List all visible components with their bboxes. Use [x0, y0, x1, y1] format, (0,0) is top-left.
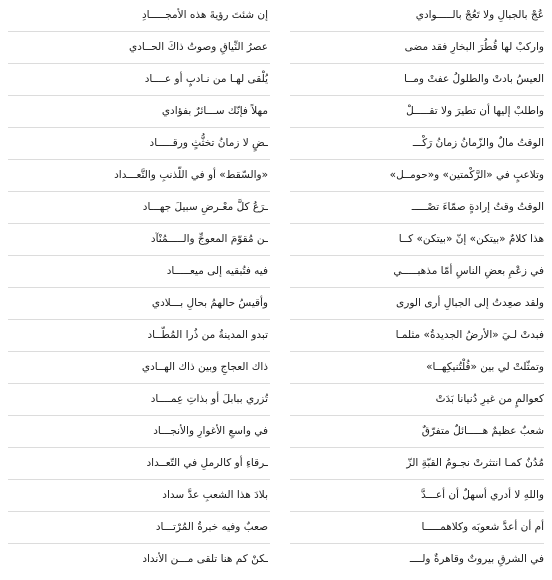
divider-line	[8, 319, 270, 320]
divider-line	[290, 511, 544, 512]
verse-left-hemistich: في واسعِ الأغوارِ والأنجـــاد	[153, 425, 268, 437]
verse-row	[0, 228, 552, 260]
divider-line	[290, 287, 544, 288]
divider-line	[8, 159, 270, 160]
divider-line	[290, 543, 544, 544]
divider-line	[8, 383, 270, 384]
divider-line	[290, 95, 544, 96]
verse-right-hemistich: أم أن أعدَّ شعوبَه وكلاهمـــــا	[421, 521, 544, 533]
divider-line	[8, 287, 270, 288]
divider-line	[8, 255, 270, 256]
verse-left-hemistich: صعبٌ وفيه خبرةُ المُرْتـــاد	[155, 521, 268, 533]
verse-right-hemistich: فبدتْ لـيَ «الأرضُ الجديدةُ» مثلمـا	[395, 329, 544, 341]
verse-right-hemistich: ولقد صعِدتُ إلى الجبالِ أرى الورى	[396, 297, 544, 309]
divider-line	[290, 447, 544, 448]
divider-line	[8, 511, 270, 512]
verse-row	[0, 548, 552, 580]
divider-line	[8, 191, 270, 192]
verse-left-hemistich: إن شئتَ رؤيةَ هذه الأمجـــــادِ	[141, 9, 268, 21]
verse-left-hemistich: ذاك العجاجِ وبين ذاك الهــادي	[141, 361, 268, 373]
divider-line	[290, 191, 544, 192]
divider-line	[290, 479, 544, 480]
divider-line	[290, 31, 544, 32]
verse-right-hemistich: واللهِ لا أدري أسهلٌ أن أعـــدَّ	[421, 489, 544, 501]
verse-right-hemistich: مُدُنٌ كمـا انتثرتْ نجـومُ القبّةِ الزّ	[406, 457, 544, 469]
verse-left-hemistich: عصرُ النِّياقِ وصوتُ ذاكَ الحــادي	[129, 41, 268, 53]
verse-row	[0, 164, 552, 196]
verse-right-hemistich: وتلاعبٍ في «الرَّكْمتين» و«حومــل»	[389, 169, 544, 181]
divider-line	[290, 63, 544, 64]
divider-line	[8, 31, 270, 32]
verse-right-hemistich: في زعْمِ بعضِ الناسِ أمّا مذهبـــــي	[393, 265, 544, 277]
divider-line	[8, 95, 270, 96]
verse-row	[0, 196, 552, 228]
divider-line	[8, 415, 270, 416]
verse-left-hemistich: تبدو المدينةُ من ذُرا المُطّــاد	[147, 329, 268, 341]
verse-left-hemistich: وأقيسُ حالهمُ بحالِ بـــلادي	[151, 297, 268, 309]
divider-line	[290, 255, 544, 256]
divider-line	[8, 543, 270, 544]
verse-left-hemistich: ـضٍ لا زمانُ تخثُّثٍ ورقـــــاد	[149, 137, 268, 149]
divider-line	[8, 479, 270, 480]
divider-line	[290, 383, 544, 384]
divider-line	[8, 447, 270, 448]
divider-line	[8, 351, 270, 352]
verse-left-hemistich: ـرقاءِ أو كالرملِ في التّعــداد	[146, 457, 268, 469]
verse-right-hemistich: الوقتُ وقتُ إرادةٍ صمّاءَ تصْـــــ	[411, 201, 544, 213]
verse-right-hemistich: هذا كلامٌ «بيتكن» إنّ «بيتكن» كــا	[398, 233, 544, 245]
divider-line	[290, 415, 544, 416]
verse-right-hemistich: العيسُ بادتْ والطلولُ عفتْ ومــا	[403, 73, 544, 85]
verse-left-hemistich: «والسّقط» أو في اللّذنبِ والتَّعـــداد	[114, 169, 268, 181]
verse-right-hemistich: كعوالمٍ من غيرِ دُنيانا بَدَتْ	[435, 393, 544, 405]
verse-left-hemistich: مهلاً فإنّك ســـائرٌ بفؤادي	[161, 105, 268, 117]
verse-row	[0, 452, 552, 484]
verse-row	[0, 420, 552, 452]
verse-row	[0, 292, 552, 324]
verse-row	[0, 388, 552, 420]
verse-left-hemistich: بلادَ هذا الشعبِ عدَّ سداد	[162, 489, 268, 501]
verse-left-hemistich: ـكنْ كم هنا تلقى مـــن الأنداد	[142, 553, 268, 565]
divider-line	[8, 223, 270, 224]
verse-right-hemistich: واركبْ لها قُطُرَ البخارِ فقد مضى	[404, 41, 544, 53]
divider-line	[290, 223, 544, 224]
verse-row	[0, 132, 552, 164]
divider-line	[290, 127, 544, 128]
verse-row	[0, 4, 552, 36]
divider-line	[290, 159, 544, 160]
verse-right-hemistich: الوقتُ مالٌ والزّمانُ زمانُ رَكْـــ	[412, 137, 544, 149]
verse-left-hemistich: يُلْقى لهـا من نـادبٍ أو عــــاد	[144, 73, 268, 85]
verse-row	[0, 484, 552, 516]
verse-row	[0, 36, 552, 68]
verse-row	[0, 324, 552, 356]
verse-left-hemistich: ـرَعُ كلَّ معْـرضِ سبيلَ جهـــاد	[142, 201, 268, 213]
verse-row	[0, 516, 552, 548]
verse-right-hemistich: واطلبْ إليها أن تطيرَ ولا تقـــــلْ	[406, 105, 544, 117]
verse-right-hemistich: في الشرقِ بيروتٌ وقاهرةٌ ولــــ	[409, 553, 544, 565]
verse-row	[0, 260, 552, 292]
verse-left-hemistich: فيه فتُبقيه إلى ميعـــــاد	[166, 265, 268, 277]
divider-line	[290, 351, 544, 352]
divider-line	[8, 127, 270, 128]
verse-left-hemistich: تُزري ببابلَ أو بذاتِ عِمــــاد	[150, 393, 268, 405]
verse-right-hemistich: وتمثّلتْ لي بين «قُلْتُنيكِهــا»	[426, 361, 544, 373]
verse-right-hemistich: شعبٌ عظيمٌ هـــــائلٌ متفرّقٌ	[421, 425, 544, 437]
divider-line	[290, 319, 544, 320]
verse-row	[0, 356, 552, 388]
divider-line	[8, 63, 270, 64]
verse-row	[0, 68, 552, 100]
verse-row	[0, 100, 552, 132]
verse-right-hemistich: عُجْ بالجبالِ ولا تَعُجْ بالـــــوادي	[415, 9, 544, 21]
verse-left-hemistich: ـن مُقوّمَ المعوجِّ والـــــمُنْآد	[150, 233, 268, 245]
